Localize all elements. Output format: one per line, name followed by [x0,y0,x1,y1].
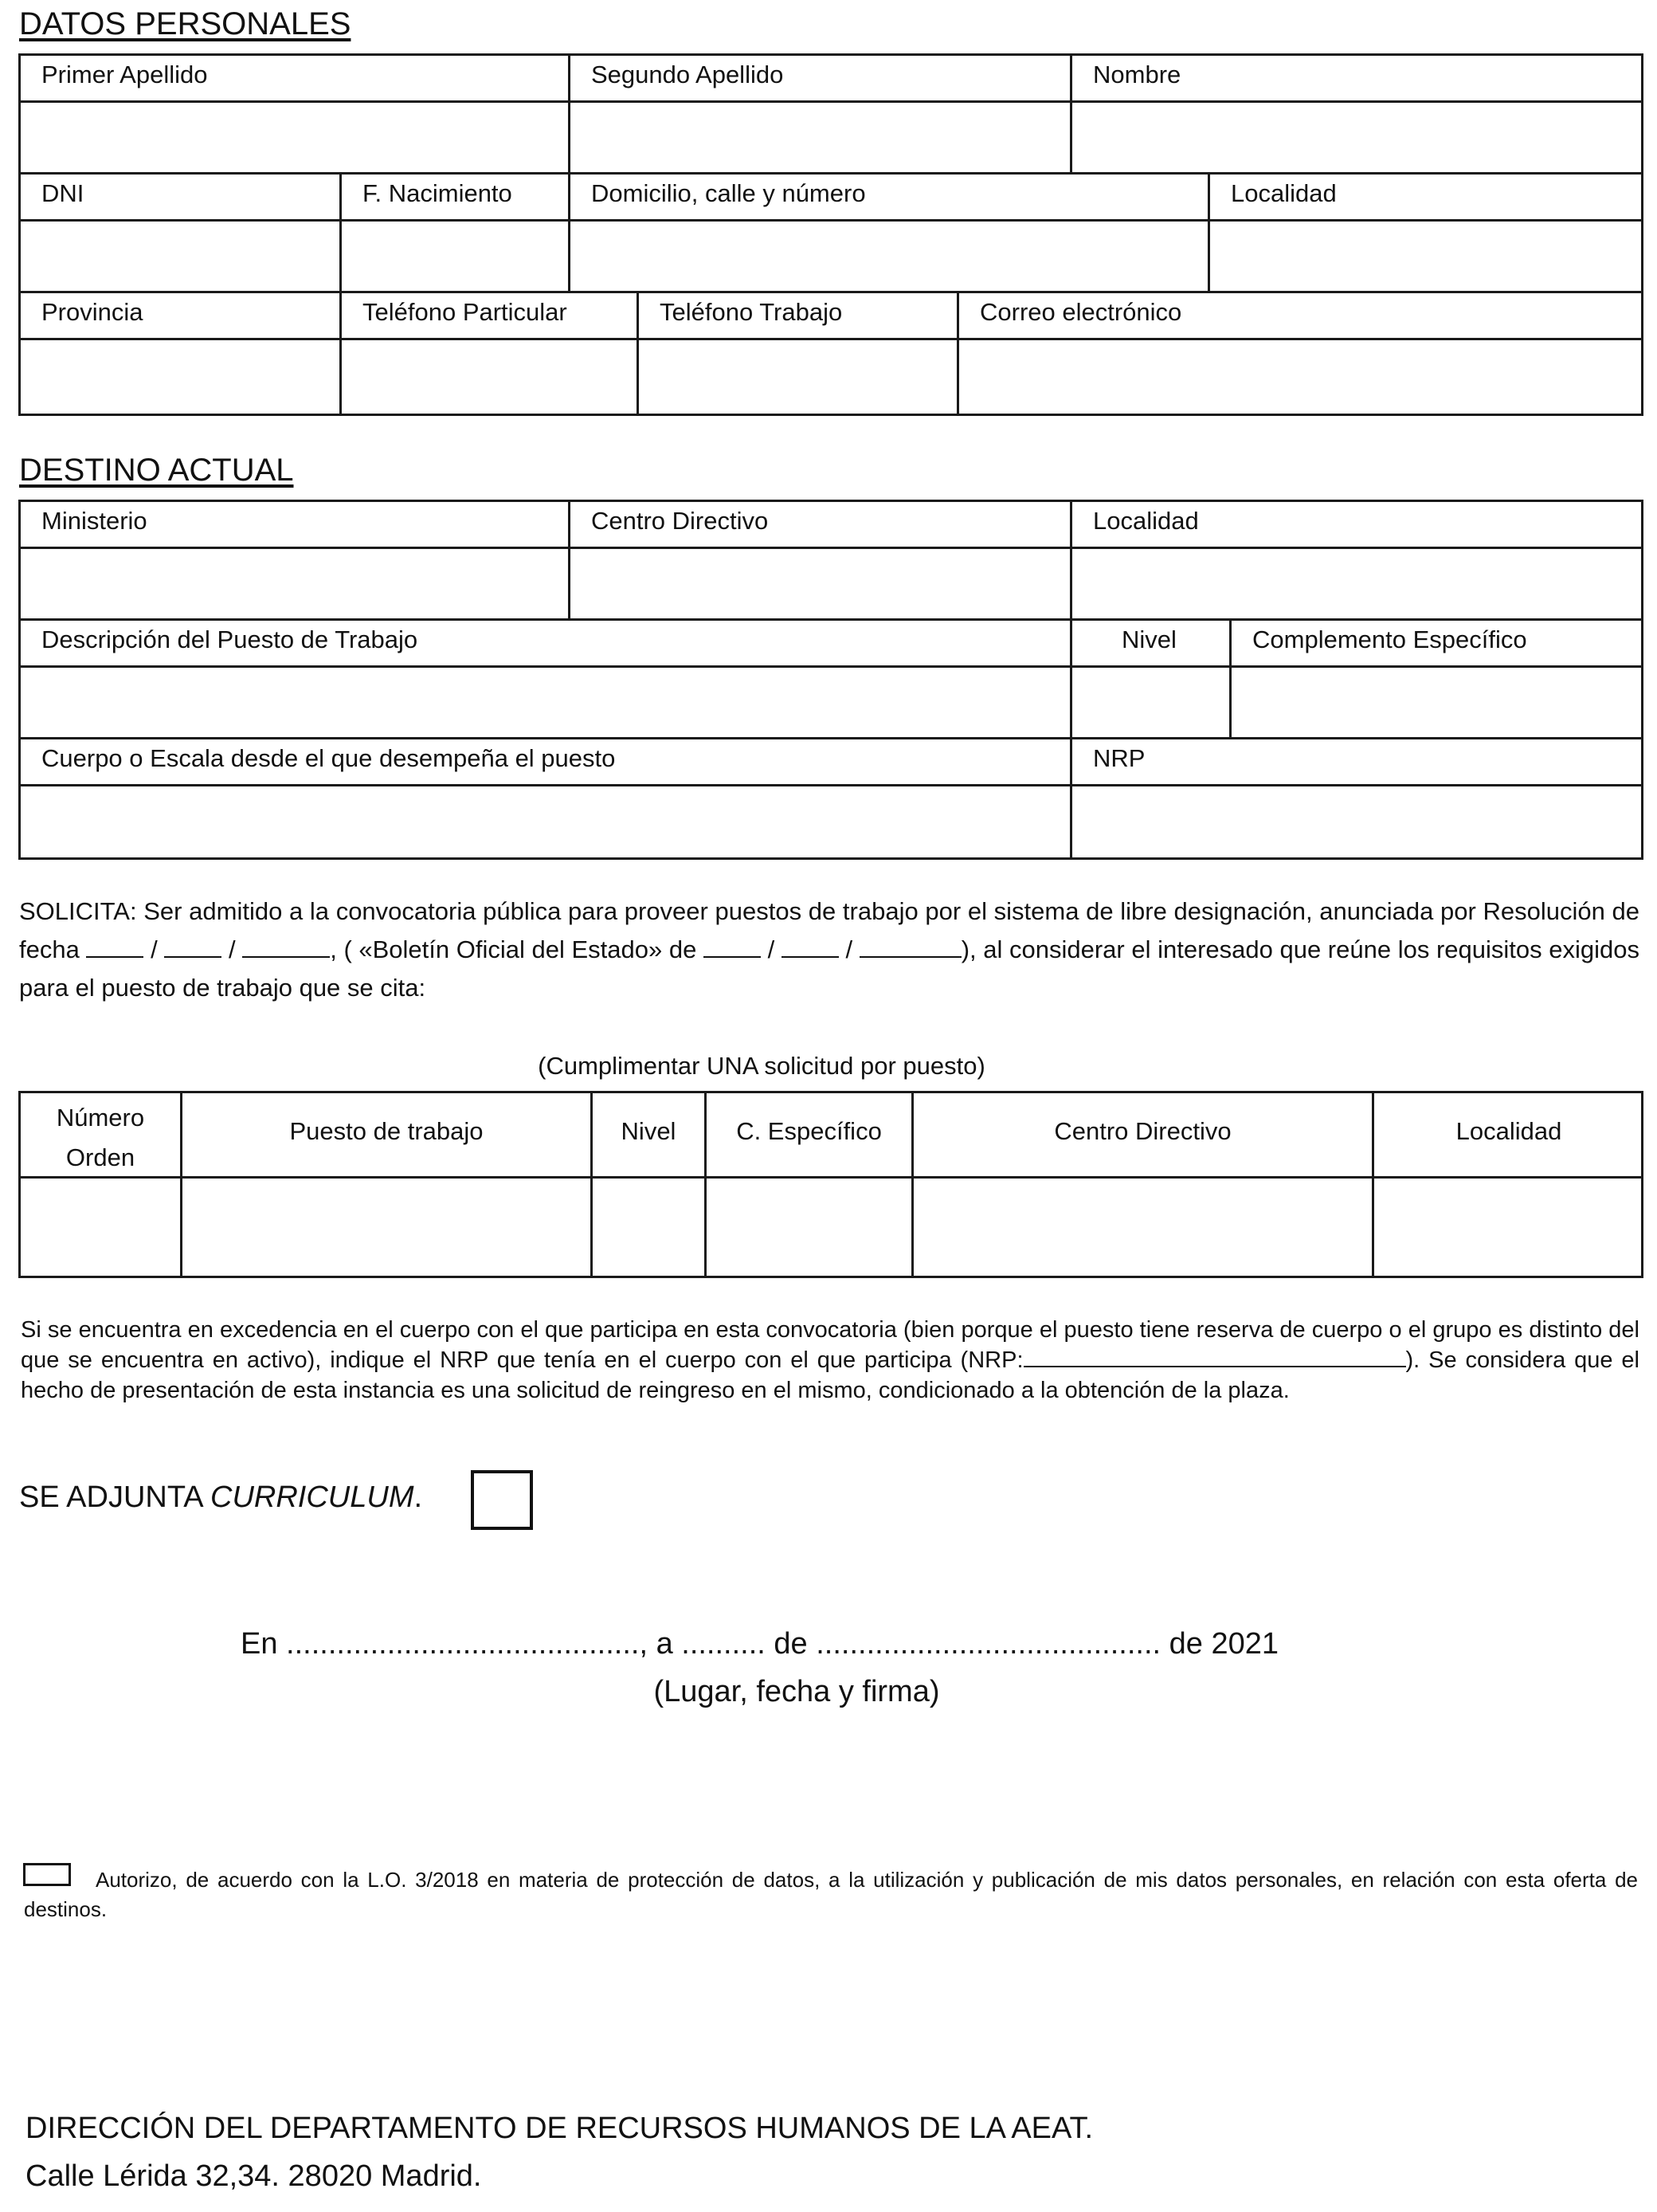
firma-line: En .........................................., a .......... de ......................................... de 2021 [241,1627,1279,1661]
curriculum-text: CURRICULUM [210,1481,414,1514]
complemento-especifico-field[interactable] [1232,668,1643,739]
firma-caption: (Lugar, fecha y firma) [653,1675,940,1708]
nombre-field[interactable] [1072,103,1643,175]
nivel-puesto-field[interactable] [593,1179,707,1276]
numero-label: Número [56,1104,145,1131]
cuerpo-escala-field[interactable] [21,786,1072,857]
telefono-particular-label: Teléfono Particular [342,293,639,340]
slash-1: / [151,935,158,963]
adjunta-text: SE ADJUNTA [19,1481,211,1514]
c-especifico-header: C. Específico [707,1093,914,1179]
excedencia-text-2: ). Se considera que el hecho de presentación de esta instancia es una solicitud de reingreso en el mismo, condicionado a la obtención de la plaza. [21,1347,1639,1403]
correo-field[interactable] [959,340,1643,414]
dni-label: DNI [21,175,342,222]
centro-directivo-field[interactable] [570,549,1072,621]
slash-3: / [767,935,775,963]
descripcion-puesto-field[interactable] [21,668,1072,739]
puestos-table [18,1091,1643,1278]
domicilio-field[interactable] [570,222,1210,293]
solicita-text-1: SOLICITA: Ser admitido a la convocatoria pública para proveer puestos de trabajo por el sistema de libre designación, anunciada por Resolución de fecha [19,897,1639,963]
excedencia-paragraph [21,1315,1639,1406]
provincia-field[interactable] [21,340,342,414]
telefono-particular-field[interactable] [342,340,639,414]
telefono-trabajo-label: Teléfono Trabajo [639,293,959,340]
correo-label: Correo electrónico [959,293,1643,340]
boe-mes-blank[interactable] [781,935,839,958]
centro-directivo-header: Centro Directivo [914,1093,1374,1179]
localidad-field[interactable] [1210,222,1643,293]
solicita-paragraph [19,892,1639,1007]
boe-anio-blank[interactable] [860,935,962,958]
numero-orden-header [21,1093,182,1179]
localidad-destino-label: Localidad [1072,502,1643,549]
nrp-field[interactable] [1072,786,1643,857]
slash-4: / [845,935,853,963]
localidad-header: Localidad [1374,1093,1643,1179]
localidad-destino-field[interactable] [1072,549,1643,621]
nombre-label: Nombre [1072,56,1643,103]
provincia-label: Provincia [21,293,342,340]
nrp-excedencia-blank[interactable] [1024,1347,1406,1367]
boe-dia-blank[interactable] [703,935,761,958]
dni-field[interactable] [21,222,342,293]
primer-apellido-label: Primer Apellido [21,56,570,103]
destino-actual-heading: DESTINO ACTUAL [19,453,294,488]
datos-personales-table [18,53,1643,416]
localidad-label: Localidad [1210,175,1643,222]
adjunta-curriculum-label [19,1481,422,1515]
c-especifico-field[interactable] [707,1179,914,1276]
fecha-mes-blank[interactable] [164,935,221,958]
centro-directivo-label: Centro Directivo [570,502,1072,549]
nrp-label: NRP [1072,739,1643,786]
puesto-trabajo-header: Puesto de trabajo [182,1093,593,1179]
boe-text: , ( «Boletín Oficial del Estado» de [330,935,697,963]
footer-address: Calle Lérida 32,34. 28020 Madrid. [25,2159,482,2193]
fecha-anio-blank[interactable] [242,935,330,958]
slash-2: / [228,935,236,963]
nivel-label: Nivel [1072,621,1232,668]
ministerio-field[interactable] [21,549,570,621]
nivel-field[interactable] [1072,668,1232,739]
domicilio-label: Domicilio, calle y número [570,175,1210,222]
solicita-text-2: ), al considerar el interesado que reúne los requisitos exigidos para el puesto de trabajo que se cita: [19,935,1639,1002]
adjunta-curriculum-checkbox[interactable] [471,1470,533,1530]
telefono-trabajo-field[interactable] [639,340,959,414]
localidad-puesto-field[interactable] [1374,1179,1643,1276]
primer-apellido-field[interactable] [21,103,570,175]
fecha-dia-blank[interactable] [86,935,143,958]
numero-orden-field[interactable] [21,1179,182,1276]
puesto-trabajo-field[interactable] [182,1179,593,1276]
excedencia-text-1: Si se encuentra en excedencia en el cuerpo con el que participa en esta convocatoria (bien porque el puesto tiene reserva de cuerpo o el grupo es distinto del que se encuentra en activo), indique el NRP que tenía en el cuerpo con el que participa (NRP: [21,1317,1639,1373]
f-nacimiento-field[interactable] [342,222,570,293]
segundo-apellido-label: Segundo Apellido [570,56,1072,103]
segundo-apellido-field[interactable] [570,103,1072,175]
f-nacimiento-label: F. Nacimiento [342,175,570,222]
ministerio-label: Ministerio [21,502,570,549]
footer-direccion: DIRECCIÓN DEL DEPARTAMENTO DE RECURSOS HUMANOS DE LA AEAT. [25,2112,1094,2145]
complemento-especifico-label: Complemento Específico [1232,621,1643,668]
destino-actual-table [18,500,1643,860]
orden-label: Orden [65,1143,135,1171]
nivel-header: Nivel [593,1093,707,1179]
adjunta-dot: . [413,1481,423,1514]
puestos-caption: (Cumplimentar UNA solicitud por puesto) [538,1052,985,1080]
cuerpo-escala-label: Cuerpo o Escala desde el que desempeña el puesto [21,739,1072,786]
descripcion-puesto-label: Descripción del Puesto de Trabajo [21,621,1072,668]
autorizo-text: Autorizo, de acuerdo con la L.O. 3/2018 en materia de protección de datos, a la utilización y publicación de mis datos personales, en relación con esta oferta de destinos. [24,1868,1638,1921]
centro-directivo-puesto-field[interactable] [914,1179,1374,1276]
datos-personales-heading: DATOS PERSONALES [19,6,351,41]
